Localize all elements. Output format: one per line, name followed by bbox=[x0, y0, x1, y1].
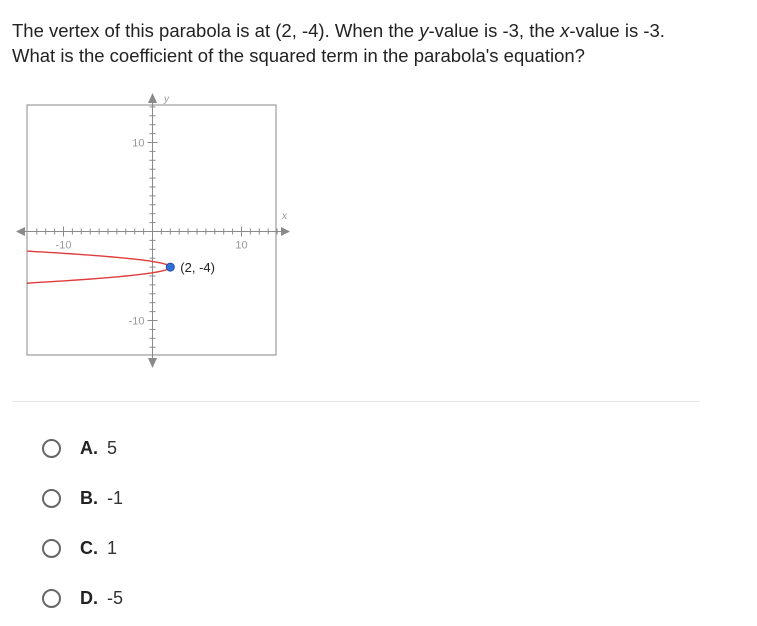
vertex-label: (2, -4) bbox=[180, 260, 215, 276]
choice-a-letter: A. bbox=[80, 437, 98, 458]
question-var-x: x bbox=[560, 20, 570, 41]
x-axis-arrow-right bbox=[281, 227, 290, 236]
radio-a[interactable] bbox=[42, 439, 61, 458]
y-axis-arrow-up bbox=[148, 93, 157, 103]
y-axis-arrow-down bbox=[148, 358, 157, 368]
choice-c-text: 1 bbox=[107, 537, 118, 558]
choice-d[interactable] bbox=[42, 584, 123, 612]
choice-d-text: -5 bbox=[107, 587, 124, 608]
radio-b[interactable] bbox=[42, 489, 61, 508]
radio-c[interactable] bbox=[42, 539, 61, 558]
question-text bbox=[12, 18, 712, 68]
choice-a[interactable] bbox=[42, 434, 117, 462]
choice-d-letter: D. bbox=[80, 587, 98, 608]
y-tick-label: -10 bbox=[128, 315, 145, 328]
question-part-2: -value is -3, the bbox=[428, 20, 561, 41]
choice-a-text: 5 bbox=[107, 437, 118, 458]
question-var-y: y bbox=[419, 20, 429, 41]
choice-b-letter: B. bbox=[80, 487, 98, 508]
question-part-3: -value is -3. What is the coefficient of the squared term in the parabola's equation? bbox=[12, 20, 665, 66]
divider bbox=[12, 401, 700, 402]
y-axis-label: y bbox=[164, 94, 169, 105]
x-tick-label: 10 bbox=[235, 239, 248, 252]
x-axis-label: x bbox=[282, 211, 287, 222]
parabola-graph bbox=[14, 90, 304, 375]
choice-c[interactable] bbox=[42, 534, 117, 562]
vertex-point[interactable] bbox=[166, 263, 174, 271]
choice-b[interactable] bbox=[42, 484, 123, 512]
y-tick-label: 10 bbox=[132, 137, 145, 150]
choice-c-letter: C. bbox=[80, 537, 98, 558]
x-tick-label: -10 bbox=[55, 239, 72, 252]
choice-b-text: -1 bbox=[107, 487, 124, 508]
x-axis-arrow-left bbox=[16, 227, 25, 236]
question-part-1: The vertex of this parabola is at (2, -4). When the bbox=[12, 20, 420, 41]
radio-d[interactable] bbox=[42, 589, 61, 608]
